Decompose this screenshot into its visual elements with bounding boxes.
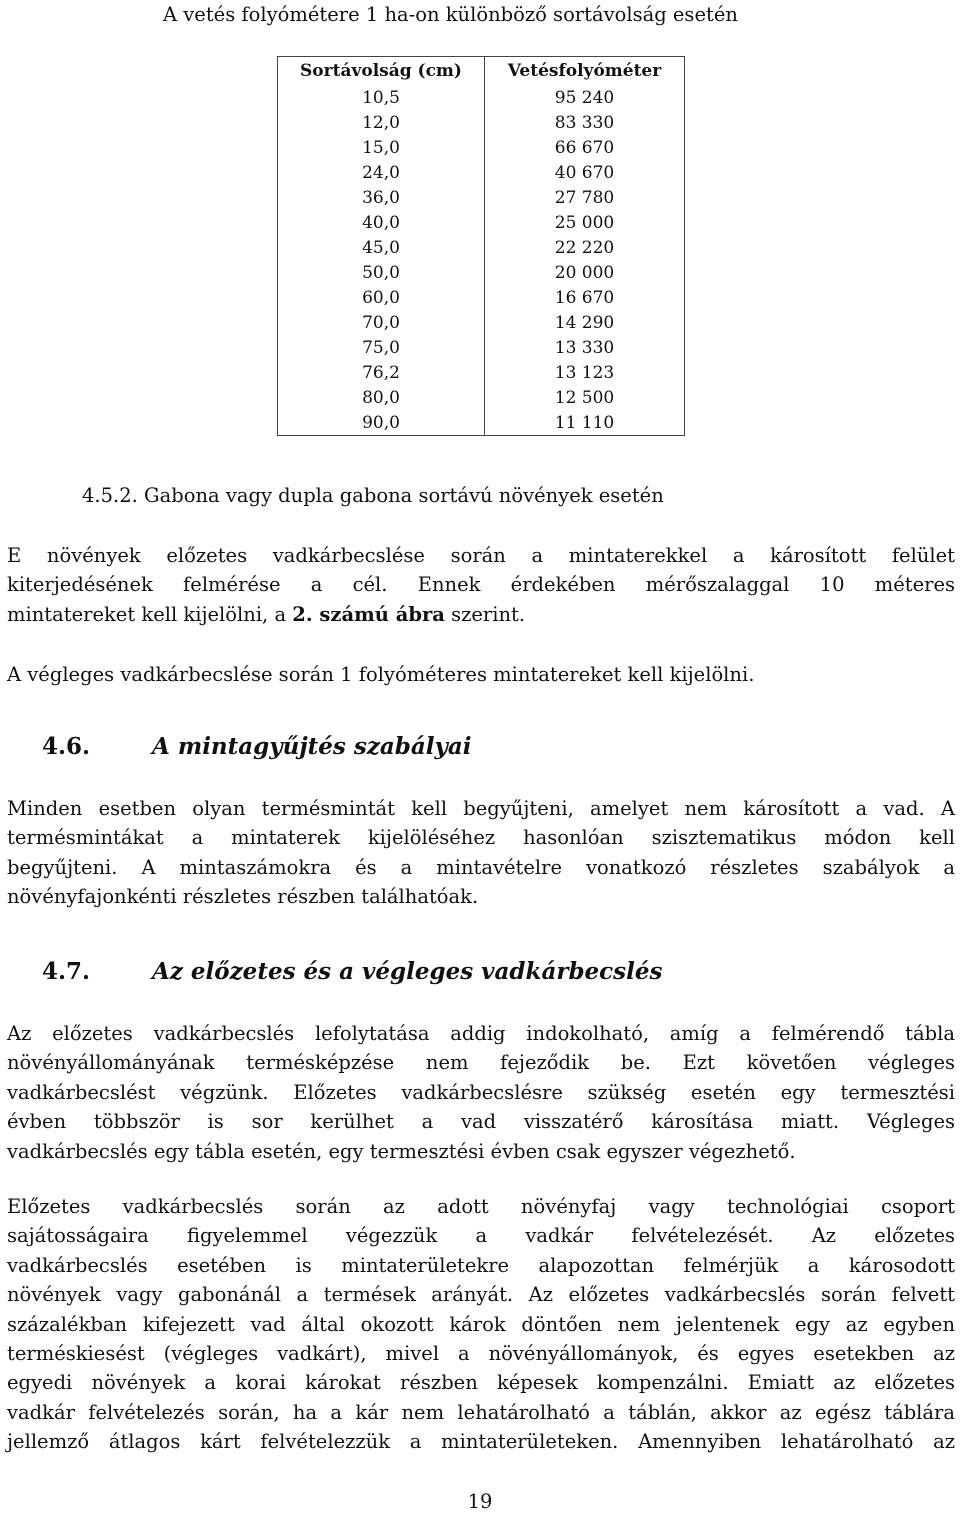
table-row <box>278 110 685 135</box>
text-line: vadkár felvételezés során, ha a kár nem lehatárolható a táblán, akkor az egész táblára <box>7 1400 955 1424</box>
cell-seeding-meter: 83 330 <box>554 112 615 133</box>
cell-row-spacing: 12,0 <box>278 110 485 135</box>
text-line: terméskiesést (végleges vadkárt), mivel a növényállományok, és egyes esetekben az <box>7 1341 955 1365</box>
column-header-seeding-meter: Vetésfolyóméter <box>507 61 662 81</box>
table-row <box>278 210 685 235</box>
table-row <box>278 285 685 310</box>
section-4-7-heading <box>42 958 662 985</box>
cell-row-spacing: 80,0 <box>278 385 485 410</box>
text-line: vadkárbecslés esetében is mintaterületekre alapozottan felmérjük a károsodott <box>7 1253 955 1277</box>
text-line: kiterjedésének felmérése a cél. Ennek érdekében mérőszalaggal 10 méteres <box>7 573 955 597</box>
table-row <box>278 335 685 360</box>
text-line: egyedi növények a korai károkat részben képesek kompenzálni. Emiatt az előzetes <box>7 1371 955 1395</box>
section-4-5-2-heading: 4.5.2. Gabona vagy dupla gabona sortávú növények esetén <box>82 484 664 507</box>
section-4-5-2-paragraph-2 <box>7 660 955 689</box>
figure-reference: 2. számú ábra <box>292 602 445 626</box>
cell-row-spacing: 45,0 <box>278 235 485 260</box>
page-number: 19 <box>467 1490 493 1513</box>
text-line: százalékban kifejezett vad által okozott károk döntően nem jelentenek egy az egyben <box>7 1312 955 1336</box>
cell-seeding-meter: 66 670 <box>554 137 615 158</box>
cell-seeding-meter: 95 240 <box>554 87 615 108</box>
section-4-7-paragraph-1 <box>7 1019 955 1166</box>
cell-seeding-meter: 11 110 <box>554 412 615 433</box>
cell-seeding-meter: 27 780 <box>554 187 615 208</box>
text-line: vadkárbecslés egy tábla esetén, egy termesztési évben csak egyszer végezhető. <box>7 1139 796 1163</box>
cell-row-spacing: 75,0 <box>278 335 485 360</box>
table-row <box>278 310 685 335</box>
section-title: A mintagyűjtés szabályai <box>152 733 472 760</box>
cell-row-spacing: 15,0 <box>278 135 485 160</box>
text-line: Előzetes vadkárbecslés során az adott növényfaj vagy technológiai csoport <box>7 1195 955 1218</box>
table-body <box>278 85 685 436</box>
table-row <box>278 85 685 110</box>
cell-seeding-meter: 16 670 <box>554 287 615 308</box>
column-header-row-spacing: Sortávolság (cm) <box>278 57 485 86</box>
text-line: sajátosságaira figyelemmel végezzük a vadkár felvételezését. Az előzetes <box>7 1224 955 1248</box>
cell-seeding-meter: 13 330 <box>554 337 615 358</box>
text-line: A végleges vadkárbecslése során 1 folyóméteres mintatereket kell kijelölni. <box>7 663 755 686</box>
table-row <box>278 260 685 285</box>
section-number: 4.6. <box>42 733 91 760</box>
table-header-row <box>278 57 685 86</box>
section-4-5-2-paragraph-1 <box>7 541 955 629</box>
text-line: növényállományának termésképzése nem fejeződik be. Ezt követően végleges <box>7 1051 955 1075</box>
cell-seeding-meter: 13 123 <box>554 362 615 383</box>
table-row <box>278 360 685 385</box>
text-line: Minden esetben olyan termésmintát kell begyűjteni, amelyet nem károsított a vad. A <box>7 797 955 820</box>
cell-row-spacing: 36,0 <box>278 185 485 210</box>
text-line: Az előzetes vadkárbecslés lefolytatása addig indokolható, amíg a felmérendő tábla <box>7 1022 955 1045</box>
section-4-6-heading <box>42 733 472 760</box>
cell-row-spacing: 76,2 <box>278 360 485 385</box>
table-row <box>278 135 685 160</box>
cell-seeding-meter: 40 670 <box>554 162 615 183</box>
section-number: 4.7. <box>42 958 91 985</box>
cell-row-spacing: 70,0 <box>278 310 485 335</box>
table-row <box>278 385 685 410</box>
section-4-7-paragraph-2 <box>7 1192 955 1457</box>
cell-seeding-meter: 25 000 <box>554 212 615 233</box>
cell-seeding-meter: 20 000 <box>554 262 615 283</box>
text-line: növények vagy gabonánál a termések arányát. Az előzetes vadkárbecslés során felvett <box>7 1283 955 1307</box>
text-line: növényfajonkénti részletes részben találhatóak. <box>7 885 479 909</box>
cell-row-spacing: 60,0 <box>278 285 485 310</box>
cell-row-spacing: 40,0 <box>278 210 485 235</box>
text-line: mintatereket kell kijelölni, a 2. számú ábra szerint. <box>7 602 526 626</box>
cell-row-spacing: 10,5 <box>278 85 485 110</box>
cell-row-spacing: 24,0 <box>278 160 485 185</box>
table-caption-text: A vetés folyómétere 1 ha-on különböző sortávolság esetén <box>163 3 738 26</box>
seeding-table <box>277 56 685 436</box>
cell-row-spacing: 90,0 <box>278 410 485 436</box>
cell-seeding-meter: 14 290 <box>554 312 615 333</box>
text-line: évben többször is sor kerülhet a vad visszatérő károsítása miatt. Végleges <box>7 1110 955 1134</box>
table-row <box>278 410 685 436</box>
section-title: Az előzetes és a végleges vadkárbecslés <box>152 958 663 985</box>
text-line: termésmintákat a mintaterek kijelöléséhez hasonlóan szisztematikus módon kell <box>7 826 955 850</box>
section-4-6-paragraph <box>7 794 955 912</box>
table-row <box>278 185 685 210</box>
cell-seeding-meter: 12 500 <box>554 387 615 408</box>
table-row <box>278 235 685 260</box>
cell-row-spacing: 50,0 <box>278 260 485 285</box>
text-line: vadkárbecslést végzünk. Előzetes vadkárbecslésre szükség esetén egy termesztési <box>7 1080 955 1104</box>
text-line: E növények előzetes vadkárbecslése során a mintaterekkel a károsított felület <box>7 544 955 567</box>
text-line: begyűjteni. A mintaszámokra és a mintavételre vonatkozó részletes szabályok a <box>7 855 955 879</box>
cell-seeding-meter: 22 220 <box>554 237 615 258</box>
table-row <box>278 160 685 185</box>
text-line: jellemző átlagos kárt felvételezzük a mintaterületeken. Amennyiben lehatárolható az <box>7 1430 955 1454</box>
